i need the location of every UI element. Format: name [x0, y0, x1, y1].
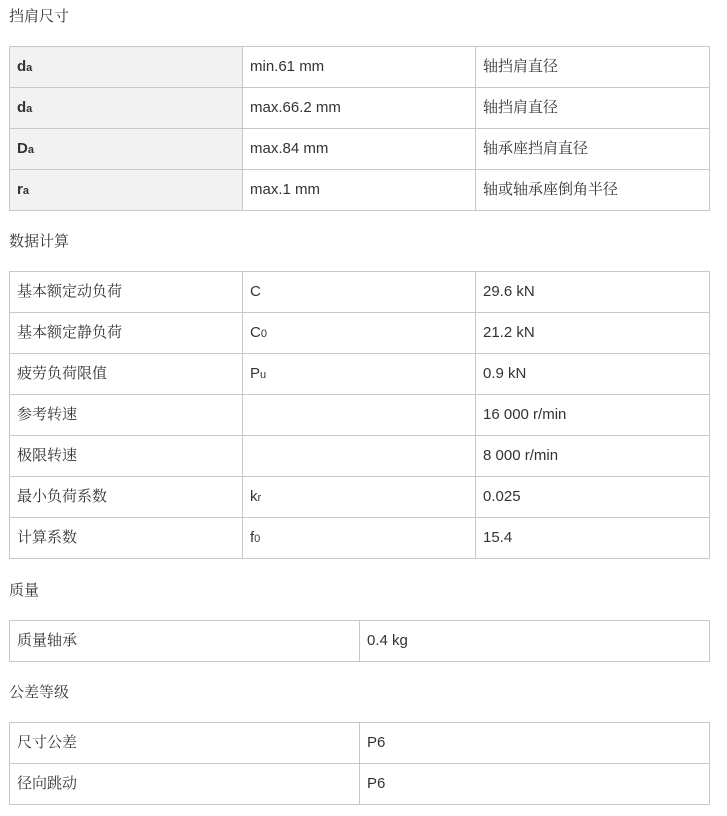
table-row	[10, 723, 710, 764]
symbol-subscript: a	[26, 61, 33, 74]
section-title-tolerance: 公差等级	[9, 684, 70, 701]
symbol-cell	[243, 436, 476, 477]
symbol-subscript: u	[260, 368, 267, 381]
value-cell: 15.4	[476, 518, 710, 559]
symbol-text: D	[17, 139, 28, 157]
table-row	[10, 129, 710, 170]
table-row	[10, 354, 710, 395]
shoulder-dimensions-table	[9, 46, 710, 211]
name-cell: 最小负荷系数	[10, 477, 243, 518]
symbol-cell	[243, 395, 476, 436]
description-cell: 轴挡肩直径	[476, 88, 710, 129]
symbol-subscript: a	[27, 143, 34, 156]
name-cell: 计算系数	[10, 518, 243, 559]
mass-table	[9, 620, 710, 662]
value-cell: 21.2 kN	[476, 313, 710, 354]
table-row	[10, 436, 710, 477]
table-row	[10, 764, 710, 805]
section-title-calculation: 数据计算	[9, 233, 70, 250]
symbol-text: d	[17, 57, 27, 75]
table-row	[10, 395, 710, 436]
symbol-cell	[243, 272, 476, 313]
symbol-cell	[243, 313, 476, 354]
value-cell: 0.4 kg	[360, 621, 710, 662]
symbol-text: f	[250, 528, 255, 546]
symbol-subscript: a	[22, 184, 29, 197]
table-row	[10, 88, 710, 129]
table-row	[10, 272, 710, 313]
symbol-text: C	[250, 323, 261, 341]
symbol-cell	[243, 354, 476, 395]
symbol-cell	[243, 477, 476, 518]
name-cell: 径向跳动	[10, 764, 360, 805]
symbol-text: P	[250, 364, 261, 382]
value-cell: 16 000 r/min	[476, 395, 710, 436]
calculation-table	[9, 271, 710, 559]
name-cell: 疲劳负荷限值	[10, 354, 243, 395]
table-row	[10, 170, 710, 211]
value-cell: P6	[360, 723, 710, 764]
value-cell: min.61 mm	[243, 47, 476, 88]
value-cell: max.66.2 mm	[243, 88, 476, 129]
symbol-text: C	[250, 282, 261, 300]
symbol-subscript: 0	[260, 327, 267, 340]
description-cell: 轴承座挡肩直径	[476, 129, 710, 170]
value-cell: 0.025	[476, 477, 710, 518]
section-title-shoulder-dimensions: 挡肩尺寸	[9, 8, 70, 25]
name-cell: 尺寸公差	[10, 723, 360, 764]
table-row	[10, 477, 710, 518]
table-row	[10, 518, 710, 559]
section-title-mass: 质量	[9, 582, 40, 599]
value-cell: P6	[360, 764, 710, 805]
value-cell: 8 000 r/min	[476, 436, 710, 477]
table-row	[10, 621, 710, 662]
name-cell: 极限转速	[10, 436, 243, 477]
symbol-subscript: a	[26, 102, 33, 115]
table-row	[10, 47, 710, 88]
symbol-text: d	[17, 98, 27, 116]
value-cell: 0.9 kN	[476, 354, 710, 395]
symbol-cell	[243, 518, 476, 559]
value-cell: 29.6 kN	[476, 272, 710, 313]
symbol-text: r	[17, 180, 23, 198]
symbol-text: k	[250, 487, 258, 505]
description-cell: 轴或轴承座倒角半径	[476, 170, 710, 211]
symbol-cell	[10, 47, 243, 88]
symbol-cell	[10, 88, 243, 129]
table-row	[10, 313, 710, 354]
symbol-subscript: 0	[254, 532, 261, 545]
description-cell: 轴挡肩直径	[476, 47, 710, 88]
symbol-cell	[10, 129, 243, 170]
value-cell: max.84 mm	[243, 129, 476, 170]
name-cell: 质量轴承	[10, 621, 360, 662]
value-cell: max.1 mm	[243, 170, 476, 211]
name-cell: 基本额定动负荷	[10, 272, 243, 313]
symbol-subscript: r	[257, 491, 262, 504]
tolerance-table	[9, 722, 710, 805]
name-cell: 基本额定静负荷	[10, 313, 243, 354]
name-cell: 参考转速	[10, 395, 243, 436]
symbol-cell	[10, 170, 243, 211]
